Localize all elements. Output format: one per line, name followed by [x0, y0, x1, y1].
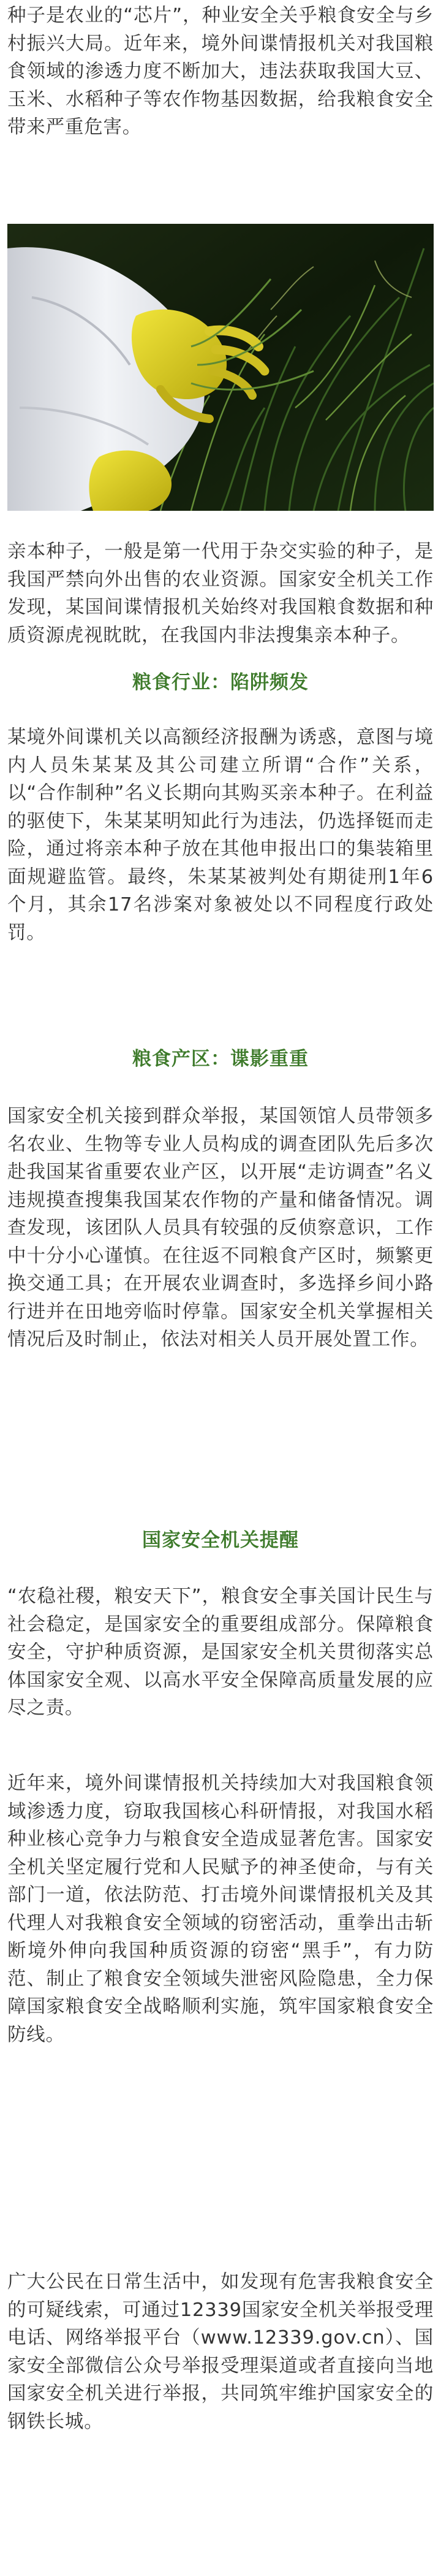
rice-field-inspection-image — [7, 224, 434, 511]
section-heading-grain-region: 粮食产区：谍影重重 — [132, 1048, 309, 1070]
parent-seeds-paragraph: 亲本种子，一般是第一代用于杂交实验的种子，是我国严禁向外出售的农业资源。国家安全机关工作发现，某国间谍情报机关始终对我国粮食数据和种质资源虎视眈眈，在我国内非法搜集亲本种子。 — [7, 541, 434, 646]
reminder-paragraph-2: 近年来，境外间谍情报机关持续加大对我国粮食领域渗透力度，窃取我国核心科研情报，对我国水稻种业核心竞争力与粮食安全造成显著危害。国家安全机关坚定履行党和人民赋予的神圣使命，与有关部门一道，依法防范、打击境外间谍情报机关及其代理人对我粮食安全领域的窃密活动，重拳出击斩断境外伸向我国种质资源的窃密“黑手”，有力防范、制止了粮食安全领域失泄密风险隐患，全力保障国家粮食安全战略顺利实施，筑牢国家粮食安全防线。 — [7, 1773, 434, 2046]
section-grain-industry-paragraph: 某境外间谍机关以高额经济报酬为诱惑，意图与境内人员朱某某及其公司建立所谓“合作”关系，以“合作制种”名义长期向其购买亲本种子。在利益的驱使下，朱某某明知此行为违法，仍选择铤而走险，通过将亲本种子放在其他申报出口的集装箱里面规避监管。最终，朱某某被判处有期徒刑1年6个月，其余17名涉案对象被处以不同程度行政处罚。 — [7, 727, 434, 944]
reminder-paragraph-1: “农稳社稷，粮安天下”，粮食安全事关国计民生与社会稳定，是国家安全的重要组成部分。保障粮食安全，守护种质资源，是国家安全机关贯彻落实总体国家安全观、以高水平安全保障高质量发展的应尽之责。 — [7, 1586, 434, 1719]
intro-paragraph: 种子是农业的“芯片”，种业安全关乎粮食安全与乡村振兴大局。近年来，境外间谍情报机关对我国粮食领域的渗透力度不断加大，违法获取我国大豆、玉米、水稻种子等农作物基因数据，给我粮食安全带来严重危害。 — [7, 5, 434, 138]
section-heading-grain-industry: 粮食行业：陷阱频发 — [132, 671, 309, 694]
article-photo — [7, 224, 434, 511]
section-grain-region-paragraph: 国家安全机关接到群众举报，某国领馆人员带领多名农业、生物等专业人员构成的调查团队先后多次赴我国某省重要农业产区，以开展“走访调查”名义违规摸查搜集我国某农作物的产量和储备情况。调查发现，该团队人员具有较强的反侦察意识，工作中十分小心谨慎。在往返不同粮食产区时，频繁更换交通工具；在开展农业调查时，多选择乡间小路行进并在田地旁临时停靠。国家安全机关掌握相关情况后及时制止，依法对相关人员开展处置工作。 — [7, 1106, 434, 1350]
reminder-paragraph-3: 广大公民在日常生活中，如发现有危害我粮食安全的可疑线索，可通过12339国家安全机关举报受理电话、网络举报平台（www.12339.gov.cn）、国家安全部微信公众号举报受理渠道或者直接向当地国家安全机关进行举报，共同筑牢维护国家安全的钢铁长城。 — [7, 2271, 434, 2433]
section-heading-reminder: 国家安全机关提醒 — [142, 1529, 299, 1551]
